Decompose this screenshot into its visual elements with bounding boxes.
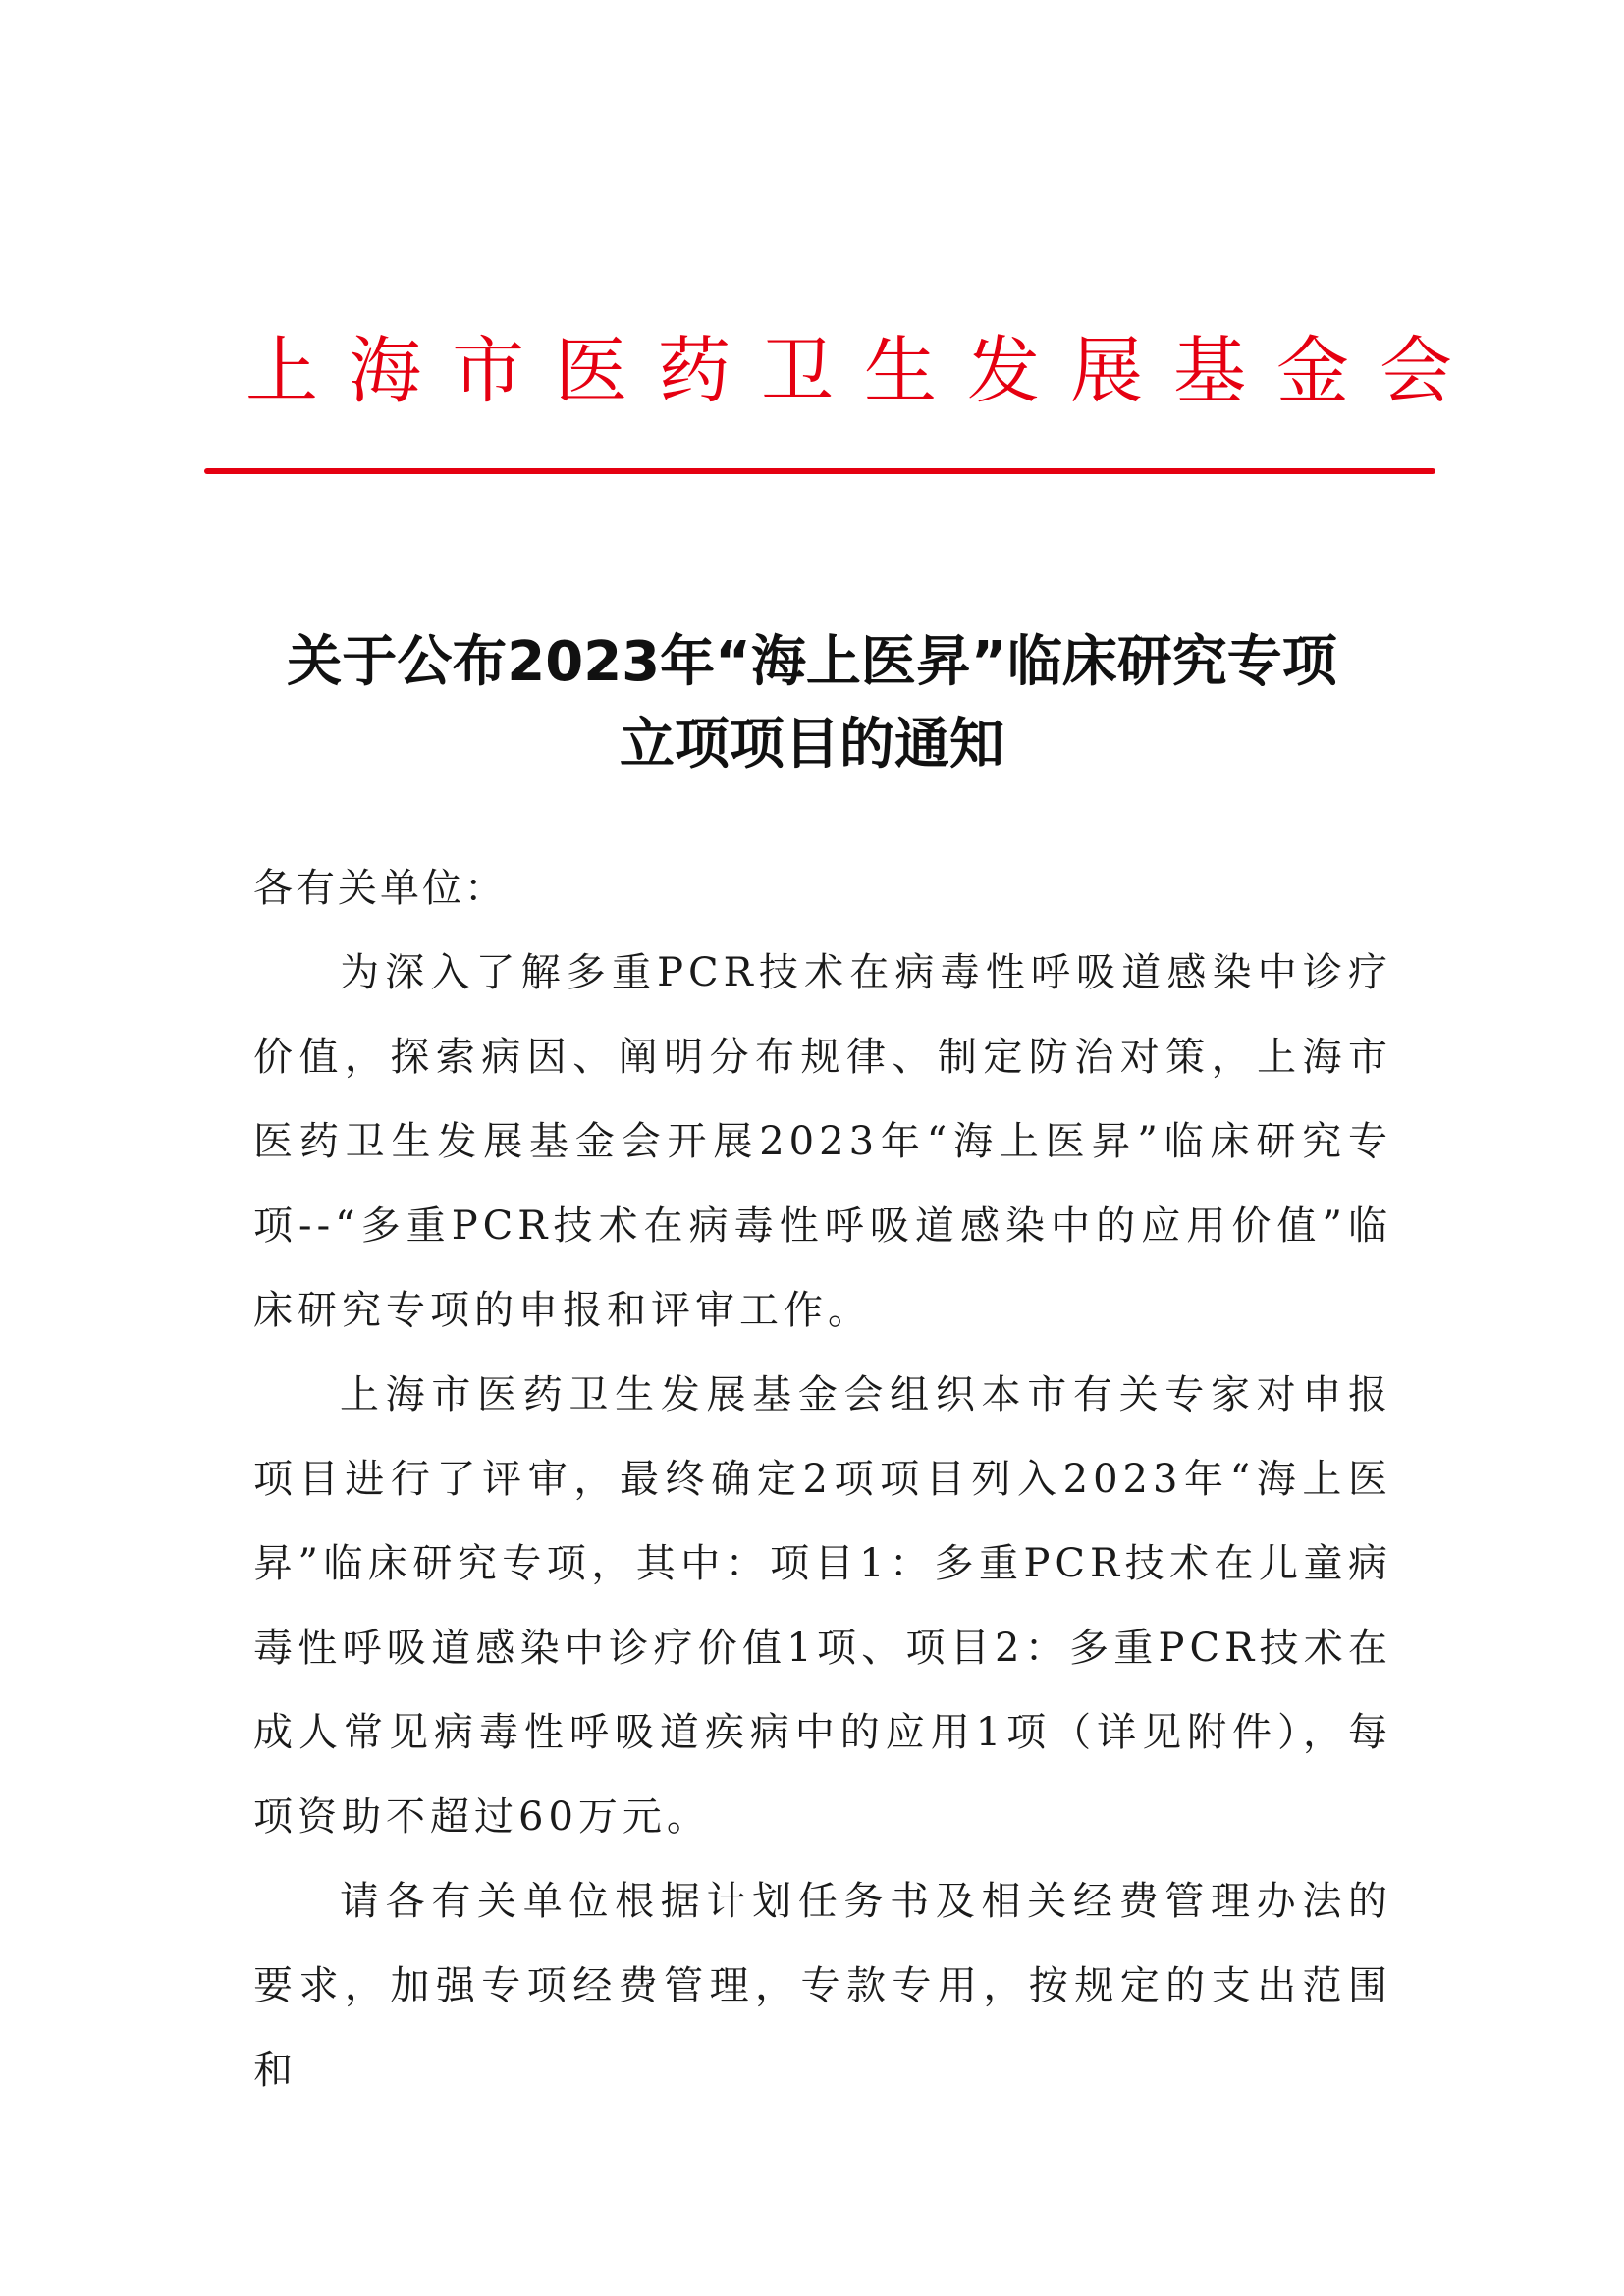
notice-title <box>177 621 1447 786</box>
notice-title-line-2: 立项项目的通知 <box>620 713 1004 776</box>
body-paragraph-2: 上海市医药卫生发展基金会组织本市有关专家对申报项目进行了评审，最终确定2项项目列入2023年“海上医昇”临床研究专项，其中：项目1：多重PCR技术在儿童病毒性呼吸道感染中诊疗价值1项、项目2：多重PCR技术在成人常见病毒性呼吸道疾病中的应用1项（详见附件），每项资助不超过60万元。 <box>253 1372 1392 1840</box>
body-paragraph-1: 为深入了解多重PCR技术在病毒性呼吸道感染中诊疗价值，探索病因、阐明分布规律、制定防治对策，上海市医药卫生发展基金会开展2023年“海上医昇”临床研究专项--“多重PCR技术在病毒性呼吸道感染中的应用价值”临床研究专项的申报和评审工作。 <box>253 950 1392 1333</box>
body-paragraph-3: 请各有关单位根据计划任务书及相关经费管理办法的要求，加强专项经费管理，专款专用，按规定的支出范围和 <box>253 1879 1392 2093</box>
notice-body <box>253 846 1392 2112</box>
letterhead-org-name: 上海市医药卫生发展基金会 <box>245 329 1483 413</box>
letterhead-red-rule <box>204 468 1435 474</box>
notice-title-line-1: 关于公布2023年“海上医昇”临床研究专项 <box>287 630 1337 694</box>
salutation: 各有关单位： <box>253 866 507 911</box>
